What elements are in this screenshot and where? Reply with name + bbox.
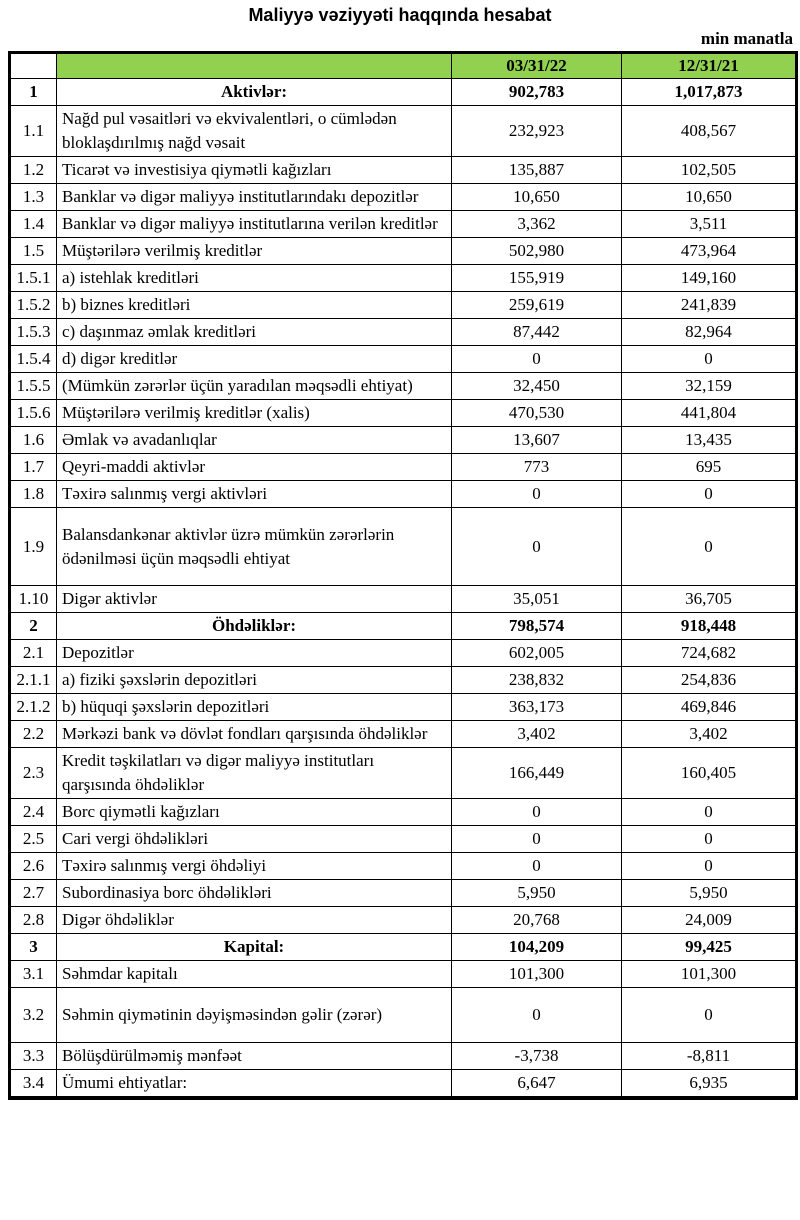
row-number-cell: 1 (10, 79, 57, 106)
value-cell-period-1: 232,923 (452, 106, 622, 157)
row-number-cell: 2.2 (10, 721, 57, 748)
row-label-cell: Banklar və digər maliyyə institutlarına verilən kreditlər (57, 211, 452, 238)
value-cell-period-2: 918,448 (622, 613, 797, 640)
row-label-cell: Ümumi ehtiyatlar: (57, 1070, 452, 1099)
value-cell-period-1: 0 (452, 346, 622, 373)
row-label-cell: b) biznes kreditləri (57, 292, 452, 319)
value-cell-period-1: 32,450 (452, 373, 622, 400)
value-cell-period-1: 602,005 (452, 640, 622, 667)
table-row (10, 346, 797, 373)
value-cell-period-1: 0 (452, 826, 622, 853)
value-cell-period-2: 241,839 (622, 292, 797, 319)
row-label-cell: Aktivlər: (57, 79, 452, 106)
row-number-cell: 3.3 (10, 1043, 57, 1070)
value-cell-period-2: 441,804 (622, 400, 797, 427)
value-cell-period-1: 13,607 (452, 427, 622, 454)
header-empty-cell (10, 53, 57, 79)
value-cell-period-1: 773 (452, 454, 622, 481)
value-cell-period-2: 1,017,873 (622, 79, 797, 106)
value-cell-period-1: 87,442 (452, 319, 622, 346)
row-label-cell: Səhmdar kapitalı (57, 961, 452, 988)
row-label-cell: Müştərilərə verilmiş kreditlər (57, 238, 452, 265)
value-cell-period-1: 363,173 (452, 694, 622, 721)
value-cell-period-2: 32,159 (622, 373, 797, 400)
row-number-cell: 1.5.2 (10, 292, 57, 319)
table-row (10, 400, 797, 427)
row-number-cell: 1.3 (10, 184, 57, 211)
header-description-cell (57, 53, 452, 79)
value-cell-period-2: -8,811 (622, 1043, 797, 1070)
value-cell-period-1: 238,832 (452, 667, 622, 694)
value-cell-period-1: -3,738 (452, 1043, 622, 1070)
header-date-column-2: 12/31/21 (622, 53, 797, 79)
row-number-cell: 2.7 (10, 880, 57, 907)
row-label-cell: (Mümkün zərərlər üçün yaradılan məqsədli ehtiyat) (57, 373, 452, 400)
value-cell-period-2: 82,964 (622, 319, 797, 346)
table-row (10, 79, 797, 106)
table-row (10, 373, 797, 400)
table-row (10, 799, 797, 826)
row-number-cell: 1.5.5 (10, 373, 57, 400)
page-title: Maliyyə vəziyyəti haqqında hesabat (248, 5, 552, 25)
value-cell-period-1: 155,919 (452, 265, 622, 292)
table-row (10, 961, 797, 988)
value-cell-period-1: 798,574 (452, 613, 622, 640)
value-cell-period-1: 502,980 (452, 238, 622, 265)
row-number-cell: 2.4 (10, 799, 57, 826)
row-label-cell: Təxirə salınmış vergi aktivləri (57, 481, 452, 508)
row-number-cell: 1.10 (10, 586, 57, 613)
value-cell-period-2: 102,505 (622, 157, 797, 184)
value-cell-period-2: 469,846 (622, 694, 797, 721)
table-row (10, 640, 797, 667)
row-number-cell: 1.2 (10, 157, 57, 184)
value-cell-period-1: 6,647 (452, 1070, 622, 1099)
value-cell-period-1: 470,530 (452, 400, 622, 427)
table-row (10, 508, 797, 586)
row-number-cell: 2 (10, 613, 57, 640)
row-label-cell: Digər öhdəliklər (57, 907, 452, 934)
row-number-cell: 2.1.1 (10, 667, 57, 694)
unit-label: min manatla (700, 29, 793, 48)
value-cell-period-1: 0 (452, 988, 622, 1043)
table-row (10, 427, 797, 454)
row-label-cell: Səhmin qiymətinin dəyişməsindən gəlir (zərər) (57, 988, 452, 1043)
row-label-cell: Qeyri-maddi aktivlər (57, 454, 452, 481)
row-label-cell: Banklar və digər maliyyə institutlarındakı depozitlər (57, 184, 452, 211)
value-cell-period-2: 160,405 (622, 748, 797, 799)
row-number-cell: 3 (10, 934, 57, 961)
table-row (10, 292, 797, 319)
row-number-cell: 1.5.6 (10, 400, 57, 427)
row-number-cell: 2.3 (10, 748, 57, 799)
row-label-cell: a) istehlak kreditləri (57, 265, 452, 292)
value-cell-period-2: 3,402 (622, 721, 797, 748)
value-cell-period-1: 20,768 (452, 907, 622, 934)
value-cell-period-1: 104,209 (452, 934, 622, 961)
value-cell-period-2: 0 (622, 853, 797, 880)
value-cell-period-2: 254,836 (622, 667, 797, 694)
value-cell-period-2: 0 (622, 988, 797, 1043)
value-cell-period-2: 99,425 (622, 934, 797, 961)
value-cell-period-1: 0 (452, 853, 622, 880)
row-label-cell: a) fiziki şəxslərin depozitləri (57, 667, 452, 694)
row-label-cell: Ticarət və investisiya qiymətli kağızları (57, 157, 452, 184)
value-cell-period-2: 408,567 (622, 106, 797, 157)
table-row (10, 211, 797, 238)
value-cell-period-1: 3,402 (452, 721, 622, 748)
value-cell-period-1: 0 (452, 508, 622, 586)
table-row (10, 907, 797, 934)
value-cell-period-1: 0 (452, 799, 622, 826)
table-row (10, 826, 797, 853)
value-cell-period-2: 0 (622, 481, 797, 508)
value-cell-period-2: 6,935 (622, 1070, 797, 1099)
value-cell-period-2: 0 (622, 346, 797, 373)
header-date-column-1: 03/31/22 (452, 53, 622, 79)
report-table-body (10, 79, 797, 1099)
row-label-cell: Bölüşdürülməmiş mənfəət (57, 1043, 452, 1070)
row-label-cell: Kredit təşkilatları və digər maliyyə institutları qarşısında öhdəliklər (57, 748, 452, 799)
row-number-cell: 1.5.1 (10, 265, 57, 292)
row-label-cell: d) digər kreditlər (57, 346, 452, 373)
row-label-cell: Öhdəliklər: (57, 613, 452, 640)
table-row (10, 988, 797, 1043)
table-row (10, 319, 797, 346)
value-cell-period-2: 0 (622, 799, 797, 826)
table-row (10, 934, 797, 961)
table-row (10, 613, 797, 640)
table-row (10, 721, 797, 748)
row-label-cell: Müştərilərə verilmiş kreditlər (xalis) (57, 400, 452, 427)
value-cell-period-1: 35,051 (452, 586, 622, 613)
row-number-cell: 2.5 (10, 826, 57, 853)
value-cell-period-1: 10,650 (452, 184, 622, 211)
row-number-cell: 1.6 (10, 427, 57, 454)
value-cell-period-2: 0 (622, 826, 797, 853)
row-label-cell: b) hüquqi şəxslərin depozitləri (57, 694, 452, 721)
row-label-cell: Əmlak və avadanlıqlar (57, 427, 452, 454)
value-cell-period-1: 5,950 (452, 880, 622, 907)
row-number-cell: 1.5.4 (10, 346, 57, 373)
row-number-cell: 3.4 (10, 1070, 57, 1099)
value-cell-period-2: 10,650 (622, 184, 797, 211)
table-row (10, 748, 797, 799)
value-cell-period-1: 135,887 (452, 157, 622, 184)
value-cell-period-2: 0 (622, 508, 797, 586)
header-row (10, 53, 797, 79)
row-number-cell: 3.2 (10, 988, 57, 1043)
table-row (10, 265, 797, 292)
report-table (8, 51, 798, 1100)
value-cell-period-2: 13,435 (622, 427, 797, 454)
value-cell-period-2: 36,705 (622, 586, 797, 613)
value-cell-period-2: 695 (622, 454, 797, 481)
value-cell-period-2: 101,300 (622, 961, 797, 988)
row-number-cell: 3.1 (10, 961, 57, 988)
row-number-cell: 2.8 (10, 907, 57, 934)
row-label-cell: Nağd pul vəsaitləri və ekvivalentləri, o cümlədən bloklaşdırılmış nağd vəsait (57, 106, 452, 157)
table-row (10, 106, 797, 157)
value-cell-period-1: 0 (452, 481, 622, 508)
table-row (10, 184, 797, 211)
table-row (10, 694, 797, 721)
row-number-cell: 1.4 (10, 211, 57, 238)
row-number-cell: 1.5 (10, 238, 57, 265)
table-row (10, 481, 797, 508)
table-row (10, 667, 797, 694)
row-number-cell: 2.1 (10, 640, 57, 667)
value-cell-period-2: 5,950 (622, 880, 797, 907)
table-row (10, 454, 797, 481)
table-row (10, 586, 797, 613)
table-row (10, 238, 797, 265)
row-label-cell: Cari vergi öhdəlikləri (57, 826, 452, 853)
value-cell-period-1: 3,362 (452, 211, 622, 238)
row-label-cell: Digər aktivlər (57, 586, 452, 613)
value-cell-period-2: 149,160 (622, 265, 797, 292)
value-cell-period-1: 101,300 (452, 961, 622, 988)
row-number-cell: 1.8 (10, 481, 57, 508)
value-cell-period-1: 902,783 (452, 79, 622, 106)
value-cell-period-1: 166,449 (452, 748, 622, 799)
row-number-cell: 1.9 (10, 508, 57, 586)
table-row (10, 853, 797, 880)
row-number-cell: 1.7 (10, 454, 57, 481)
value-cell-period-2: 24,009 (622, 907, 797, 934)
row-label-cell: Kapital: (57, 934, 452, 961)
row-label-cell: Subordinasiya borc öhdəlikləri (57, 880, 452, 907)
row-number-cell: 1.1 (10, 106, 57, 157)
value-cell-period-1: 259,619 (452, 292, 622, 319)
table-row (10, 880, 797, 907)
row-number-cell: 1.5.3 (10, 319, 57, 346)
table-row (10, 157, 797, 184)
row-number-cell: 2.1.2 (10, 694, 57, 721)
table-row (10, 1070, 797, 1099)
value-cell-period-2: 724,682 (622, 640, 797, 667)
row-label-cell: Depozitlər (57, 640, 452, 667)
value-cell-period-2: 3,511 (622, 211, 797, 238)
row-label-cell: Borc qiymətli kağızları (57, 799, 452, 826)
row-label-cell: Balansdankənar aktivlər üzrə mümkün zərərlərin ödənilməsi üçün məqsədli ehtiyat (57, 508, 452, 586)
value-cell-period-2: 473,964 (622, 238, 797, 265)
row-label-cell: Təxirə salınmış vergi öhdəliyi (57, 853, 452, 880)
table-row (10, 1043, 797, 1070)
row-label-cell: Mərkəzi bank və dövlət fondları qarşısında öhdəliklər (57, 721, 452, 748)
row-number-cell: 2.6 (10, 853, 57, 880)
row-label-cell: c) daşınmaz əmlak kreditləri (57, 319, 452, 346)
